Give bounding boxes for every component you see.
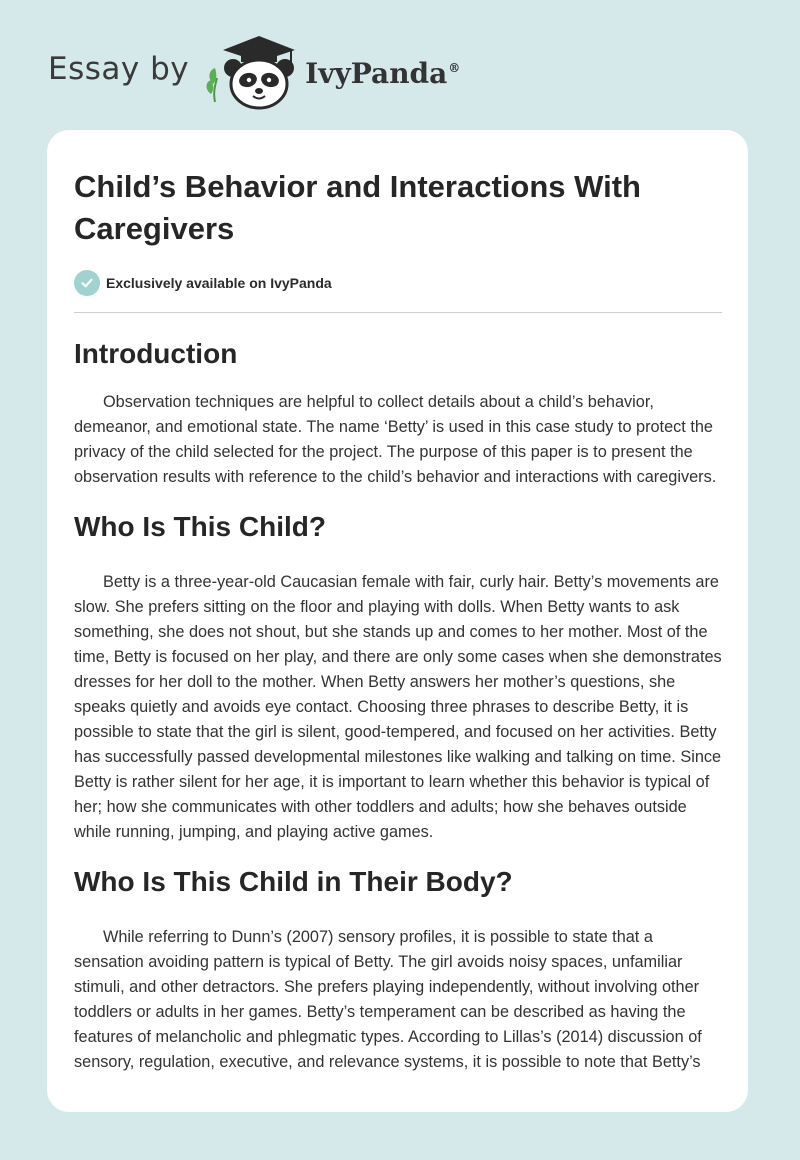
page-title: Child’s Behavior and Interactions With Caregivers <box>74 169 641 246</box>
section-paragraph-child-in-body: While referring to Dunn’s (2007) sensory profiles, it is possible to state that a sensation avoiding pattern is typical of Betty. The girl avoids noisy spaces, unfamiliar stimuli, and other detractors. She prefers playing independently, without involving other toddlers or adults in her games. Betty’s temperament can be described as having the features of melancholic and phlegmatic types. According to Lillas’s (2014) discussion of sensory, regulation, executive, and relevance systems, it is possible to note that Betty’s <box>74 928 702 1071</box>
exclusive-label: Exclusively available on IvyPanda <box>106 275 332 291</box>
section-heading-introduction: Introduction <box>74 338 238 369</box>
section-heading-child-in-body: Who Is This Child in Their Body? <box>74 866 513 897</box>
exclusive-badge <box>74 270 722 296</box>
brand-name <box>305 57 460 90</box>
check-circle-icon <box>74 270 100 296</box>
graduate-panda-logo-icon <box>203 32 299 112</box>
registered-mark: ® <box>448 61 461 76</box>
essay-card <box>47 130 748 1112</box>
essay-by-label: Essay by <box>48 51 190 87</box>
divider <box>74 312 722 313</box>
brand-name-text: IvyPanda <box>305 56 448 90</box>
section-paragraph-who-is-this-child: Betty is a three-year-old Caucasian female with fair, curly hair. Betty’s movements are slow. She prefers sitting on the floor and playing with dolls. When Betty wants to ask something, she does not shout, but she stands up and comes to her mother. Most of the time, Betty is focused on her play, and there are only some cases when she demonstrates dresses for her doll to the mother. When Betty answers her mother’s questions, she speaks quietly and avoids eye contact. Choosing three phrases to describe Betty, it is possible to state that the girl is silent, good-tempered, and focused on her activities. Betty has successfully passed developmental milestones like walking and talking on time. Since Betty is rather silent for her age, it is important to learn whether this behavior is typical of her; how she communicates with other toddlers and adults; how she behaves outside while running, jumping, and playing active games. <box>74 573 722 841</box>
section-heading-who-is-this-child: Who Is This Child? <box>74 511 326 542</box>
section-paragraph-introduction: Observation techniques are helpful to collect details about a child’s behavior, demeanor, and emotional state. The name ‘Betty’ is used in this case study to protect the privacy of the child selected for the project. The purpose of this paper is to present the observation results with reference to the child’s behavior and interactions with caregivers. <box>74 393 717 486</box>
site-header <box>48 32 460 112</box>
